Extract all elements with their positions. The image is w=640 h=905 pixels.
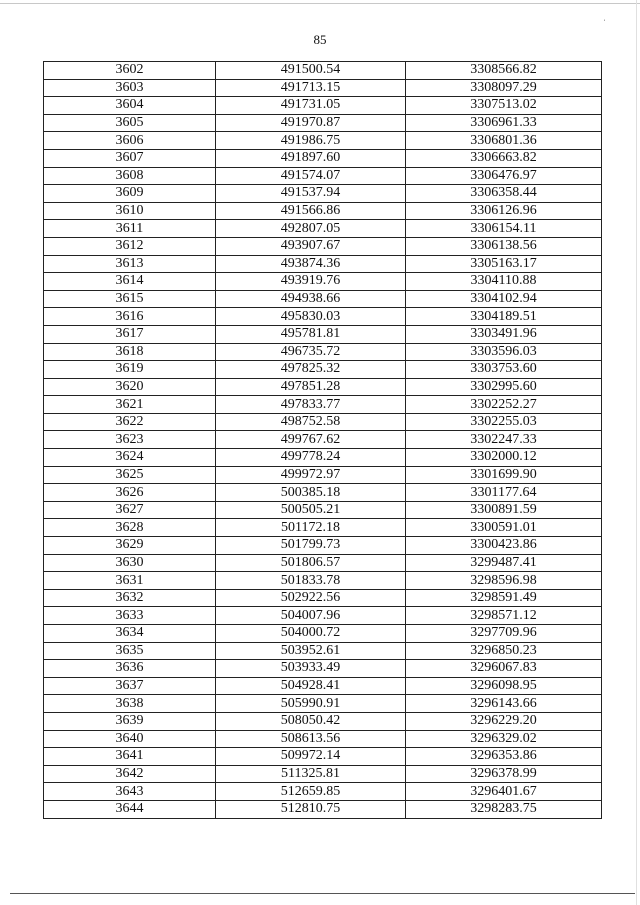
y-coordinate-cell: 3304102.94	[406, 290, 602, 308]
point-number-cell: 3613	[44, 255, 216, 273]
table-row	[44, 589, 602, 607]
table-row	[44, 220, 602, 238]
table-row	[44, 97, 602, 115]
point-number-cell: 3607	[44, 149, 216, 167]
table-row	[44, 695, 602, 713]
y-coordinate-cell: 3303753.60	[406, 361, 602, 379]
y-coordinate-cell: 3302247.33	[406, 431, 602, 449]
y-coordinate-cell: 3305163.17	[406, 255, 602, 273]
table-row	[44, 202, 602, 220]
coordinates-table	[43, 61, 602, 819]
point-number-cell: 3620	[44, 378, 216, 396]
point-number-cell: 3633	[44, 607, 216, 625]
table-row	[44, 537, 602, 555]
top-edge-rule	[0, 3, 640, 4]
table-row	[44, 730, 602, 748]
table-row	[44, 273, 602, 291]
point-number-cell: 3623	[44, 431, 216, 449]
table-row	[44, 114, 602, 132]
x-coordinate-cell: 508050.42	[216, 712, 406, 730]
y-coordinate-cell: 3298596.98	[406, 572, 602, 590]
table-row	[44, 361, 602, 379]
x-coordinate-cell: 493919.76	[216, 273, 406, 291]
x-coordinate-cell: 491986.75	[216, 132, 406, 150]
table-row	[44, 783, 602, 801]
table-row	[44, 431, 602, 449]
y-coordinate-cell: 3296229.20	[406, 712, 602, 730]
y-coordinate-cell: 3308097.29	[406, 79, 602, 97]
point-number-cell: 3612	[44, 237, 216, 255]
x-coordinate-cell: 499778.24	[216, 449, 406, 467]
table-row	[44, 519, 602, 537]
x-coordinate-cell: 503952.61	[216, 642, 406, 660]
point-number-cell: 3638	[44, 695, 216, 713]
x-coordinate-cell: 491574.07	[216, 167, 406, 185]
table-row	[44, 149, 602, 167]
y-coordinate-cell: 3306801.36	[406, 132, 602, 150]
y-coordinate-cell: 3297709.96	[406, 625, 602, 643]
x-coordinate-cell: 493874.36	[216, 255, 406, 273]
y-coordinate-cell: 3302000.12	[406, 449, 602, 467]
x-coordinate-cell: 498752.58	[216, 413, 406, 431]
x-coordinate-cell: 501172.18	[216, 519, 406, 537]
table-row	[44, 800, 602, 818]
point-number-cell: 3639	[44, 712, 216, 730]
x-coordinate-cell: 505990.91	[216, 695, 406, 713]
x-coordinate-cell: 504007.96	[216, 607, 406, 625]
x-coordinate-cell: 491897.60	[216, 149, 406, 167]
y-coordinate-cell: 3308566.82	[406, 62, 602, 80]
point-number-cell: 3634	[44, 625, 216, 643]
table-row	[44, 378, 602, 396]
y-coordinate-cell: 3306476.97	[406, 167, 602, 185]
point-number-cell: 3632	[44, 589, 216, 607]
table-row	[44, 343, 602, 361]
x-coordinate-cell: 500385.18	[216, 484, 406, 502]
y-coordinate-cell: 3304110.88	[406, 273, 602, 291]
table-row	[44, 449, 602, 467]
x-coordinate-cell: 491566.86	[216, 202, 406, 220]
point-number-cell: 3640	[44, 730, 216, 748]
y-coordinate-cell: 3306358.44	[406, 185, 602, 203]
bottom-edge-rule	[10, 893, 635, 894]
point-number-cell: 3609	[44, 185, 216, 203]
table-row	[44, 62, 602, 80]
table-row	[44, 79, 602, 97]
table-row	[44, 748, 602, 766]
point-number-cell: 3606	[44, 132, 216, 150]
x-coordinate-cell: 499767.62	[216, 431, 406, 449]
y-coordinate-cell: 3298571.12	[406, 607, 602, 625]
table-row	[44, 712, 602, 730]
x-coordinate-cell: 497851.28	[216, 378, 406, 396]
y-coordinate-cell: 3307513.02	[406, 97, 602, 115]
x-coordinate-cell: 512659.85	[216, 783, 406, 801]
y-coordinate-cell: 3306663.82	[406, 149, 602, 167]
point-number-cell: 3611	[44, 220, 216, 238]
y-coordinate-cell: 3299487.41	[406, 554, 602, 572]
table-row	[44, 308, 602, 326]
y-coordinate-cell: 3296401.67	[406, 783, 602, 801]
point-number-cell: 3602	[44, 62, 216, 80]
table-row	[44, 325, 602, 343]
y-coordinate-cell: 3298283.75	[406, 800, 602, 818]
x-coordinate-cell: 492807.05	[216, 220, 406, 238]
right-edge-rule	[636, 0, 637, 905]
y-coordinate-cell: 3306126.96	[406, 202, 602, 220]
x-coordinate-cell: 497825.32	[216, 361, 406, 379]
y-coordinate-cell: 3296378.99	[406, 765, 602, 783]
x-coordinate-cell: 504928.41	[216, 677, 406, 695]
x-coordinate-cell: 491500.54	[216, 62, 406, 80]
y-coordinate-cell: 3296353.86	[406, 748, 602, 766]
point-number-cell: 3615	[44, 290, 216, 308]
point-number-cell: 3626	[44, 484, 216, 502]
point-number-cell: 3625	[44, 466, 216, 484]
y-coordinate-cell: 3296143.66	[406, 695, 602, 713]
y-coordinate-cell: 3306961.33	[406, 114, 602, 132]
point-number-cell: 3619	[44, 361, 216, 379]
point-number-cell: 3617	[44, 325, 216, 343]
point-number-cell: 3618	[44, 343, 216, 361]
table-row	[44, 396, 602, 414]
point-number-cell: 3608	[44, 167, 216, 185]
point-number-cell: 3636	[44, 660, 216, 678]
y-coordinate-cell: 3302995.60	[406, 378, 602, 396]
x-coordinate-cell: 502922.56	[216, 589, 406, 607]
x-coordinate-cell: 509972.14	[216, 748, 406, 766]
table-row	[44, 572, 602, 590]
point-number-cell: 3627	[44, 501, 216, 519]
y-coordinate-cell: 3296098.95	[406, 677, 602, 695]
x-coordinate-cell: 511325.81	[216, 765, 406, 783]
point-number-cell: 3621	[44, 396, 216, 414]
x-coordinate-cell: 496735.72	[216, 343, 406, 361]
x-coordinate-cell: 495781.81	[216, 325, 406, 343]
point-number-cell: 3642	[44, 765, 216, 783]
x-coordinate-cell: 494938.66	[216, 290, 406, 308]
point-number-cell: 3604	[44, 97, 216, 115]
table-row	[44, 167, 602, 185]
x-coordinate-cell: 497833.77	[216, 396, 406, 414]
x-coordinate-cell: 491970.87	[216, 114, 406, 132]
y-coordinate-cell: 3301177.64	[406, 484, 602, 502]
x-coordinate-cell: 491731.05	[216, 97, 406, 115]
page-number: 85	[313, 32, 327, 47]
point-number-cell: 3635	[44, 642, 216, 660]
y-coordinate-cell: 3304189.51	[406, 308, 602, 326]
x-coordinate-cell: 504000.72	[216, 625, 406, 643]
y-coordinate-cell: 3300891.59	[406, 501, 602, 519]
point-number-cell: 3603	[44, 79, 216, 97]
y-coordinate-cell: 3301699.90	[406, 466, 602, 484]
y-coordinate-cell: 3296067.83	[406, 660, 602, 678]
point-number-cell: 3631	[44, 572, 216, 590]
table-row	[44, 132, 602, 150]
point-number-cell: 3641	[44, 748, 216, 766]
table-row	[44, 466, 602, 484]
point-number-cell: 3614	[44, 273, 216, 291]
x-coordinate-cell: 491537.94	[216, 185, 406, 203]
table-row	[44, 484, 602, 502]
point-number-cell: 3643	[44, 783, 216, 801]
y-coordinate-cell: 3302252.27	[406, 396, 602, 414]
table-row	[44, 660, 602, 678]
point-number-cell: 3630	[44, 554, 216, 572]
x-coordinate-cell: 493907.67	[216, 237, 406, 255]
table-row	[44, 642, 602, 660]
x-coordinate-cell: 501806.57	[216, 554, 406, 572]
point-number-cell: 3622	[44, 413, 216, 431]
y-coordinate-cell: 3306138.56	[406, 237, 602, 255]
y-coordinate-cell: 3296850.23	[406, 642, 602, 660]
x-coordinate-cell: 500505.21	[216, 501, 406, 519]
coordinates-table-body	[44, 62, 602, 819]
scan-speck: ˈ	[603, 18, 606, 28]
y-coordinate-cell: 3300591.01	[406, 519, 602, 537]
table-row	[44, 677, 602, 695]
point-number-cell: 3644	[44, 800, 216, 818]
x-coordinate-cell: 501833.78	[216, 572, 406, 590]
y-coordinate-cell: 3303596.03	[406, 343, 602, 361]
y-coordinate-cell: 3306154.11	[406, 220, 602, 238]
point-number-cell: 3610	[44, 202, 216, 220]
x-coordinate-cell: 491713.15	[216, 79, 406, 97]
x-coordinate-cell: 512810.75	[216, 800, 406, 818]
point-number-cell: 3624	[44, 449, 216, 467]
point-number-cell: 3628	[44, 519, 216, 537]
x-coordinate-cell: 495830.03	[216, 308, 406, 326]
table-row	[44, 255, 602, 273]
table-row	[44, 290, 602, 308]
table-row	[44, 185, 602, 203]
y-coordinate-cell: 3303491.96	[406, 325, 602, 343]
y-coordinate-cell: 3298591.49	[406, 589, 602, 607]
point-number-cell: 3637	[44, 677, 216, 695]
table-row	[44, 413, 602, 431]
point-number-cell: 3629	[44, 537, 216, 555]
y-coordinate-cell: 3296329.02	[406, 730, 602, 748]
point-number-cell: 3605	[44, 114, 216, 132]
table-row	[44, 607, 602, 625]
table-row	[44, 237, 602, 255]
table-row	[44, 765, 602, 783]
x-coordinate-cell: 508613.56	[216, 730, 406, 748]
table-row	[44, 625, 602, 643]
x-coordinate-cell: 501799.73	[216, 537, 406, 555]
x-coordinate-cell: 503933.49	[216, 660, 406, 678]
y-coordinate-cell: 3302255.03	[406, 413, 602, 431]
point-number-cell: 3616	[44, 308, 216, 326]
x-coordinate-cell: 499972.97	[216, 466, 406, 484]
y-coordinate-cell: 3300423.86	[406, 537, 602, 555]
table-row	[44, 501, 602, 519]
table-row	[44, 554, 602, 572]
